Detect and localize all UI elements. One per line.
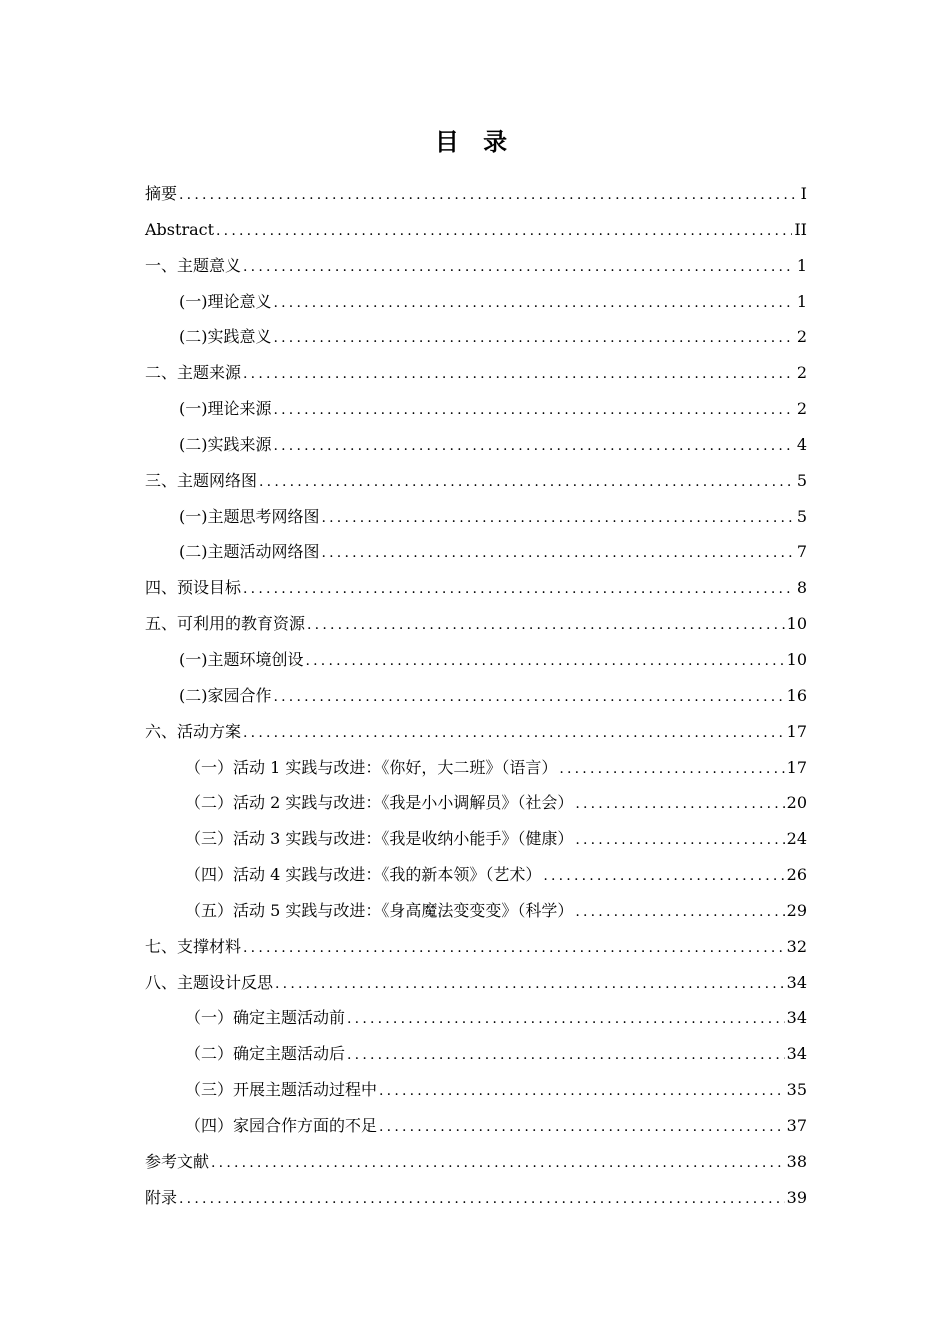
toc-entry-page: 34 (786, 972, 807, 992)
toc-entry-page: 2 (796, 399, 807, 419)
toc-entry-page: 20 (786, 793, 807, 813)
toc-entry-label: (一)主题环境创设 (179, 649, 304, 669)
toc-entry[interactable] (145, 570, 807, 606)
toc-entry-page: 2 (796, 363, 807, 383)
toc-list (145, 176, 807, 1215)
toc-leader-dots (243, 716, 785, 752)
page-title: 目 录 (434, 128, 516, 156)
toc-entry-page: 29 (786, 900, 807, 920)
toc-leader-dots (243, 931, 785, 967)
toc-entry-label: (二)主题活动网络图 (179, 542, 320, 562)
toc-entry-label: 五、可利用的教育资源 (145, 614, 306, 634)
toc-leader-dots (575, 787, 784, 823)
toc-entry-page: 32 (786, 936, 807, 956)
toc-entry-label: 一、主题意义 (145, 255, 242, 275)
toc-leader-dots (307, 608, 785, 644)
toc-entry[interactable] (145, 1036, 807, 1072)
toc-entry-page: 34 (786, 1044, 807, 1064)
toc-entry-label: (一)理论意义 (179, 291, 272, 311)
toc-entry[interactable] (145, 499, 807, 535)
toc-entry[interactable] (145, 1000, 807, 1036)
toc-entry[interactable] (145, 965, 807, 1001)
toc-entry-page: 7 (796, 542, 807, 562)
toc-entry[interactable] (145, 176, 807, 212)
toc-leader-dots (575, 895, 784, 931)
toc-entry-page: 1 (796, 291, 807, 311)
toc-entry[interactable] (145, 391, 807, 427)
toc-leader-dots (179, 178, 799, 214)
toc-entry-label: 附录 (145, 1187, 178, 1207)
toc-entry-label: 四、预设目标 (145, 578, 242, 598)
toc-entry[interactable] (145, 1108, 807, 1144)
toc-entry[interactable] (145, 427, 807, 463)
toc-entry-label: （一）活动 1 实践与改进：《你好，大二班》（语言） (185, 757, 558, 777)
toc-entry-page: 10 (786, 614, 807, 634)
toc-entry[interactable] (145, 750, 807, 786)
toc-leader-dots (543, 859, 784, 895)
toc-entry-label: (二)实践意义 (179, 327, 272, 347)
toc-leader-dots (347, 1002, 785, 1038)
toc-leader-dots (243, 572, 795, 608)
toc-entry-label: 七、支撑材料 (145, 936, 242, 956)
toc-entry-page: 8 (796, 578, 807, 598)
toc-entry[interactable] (145, 821, 807, 857)
toc-entry-page: 10 (786, 649, 807, 669)
toc-entry-page: 4 (796, 434, 807, 454)
toc-entry[interactable] (145, 248, 807, 284)
toc-entry[interactable] (145, 1180, 807, 1216)
toc-leader-dots (179, 1182, 785, 1218)
toc-entry[interactable] (145, 319, 807, 355)
toc-entry-label: （四）活动 4 实践与改进：《我的新本领》（艺术） (185, 865, 542, 885)
toc-entry[interactable] (145, 606, 807, 642)
toc-leader-dots (274, 286, 795, 322)
toc-entry-page: 5 (796, 470, 807, 490)
toc-entry-label: （三）开展主题活动过程中 (185, 1080, 378, 1100)
toc-entry-page: 17 (786, 721, 807, 741)
toc-leader-dots (322, 536, 795, 572)
toc-entry-page: II (794, 219, 807, 239)
toc-leader-dots (322, 501, 795, 537)
toc-leader-dots (575, 823, 784, 859)
toc-entry[interactable] (145, 1144, 807, 1180)
toc-entry[interactable] (145, 857, 807, 893)
toc-entry[interactable] (145, 463, 807, 499)
toc-entry-page: 1 (796, 255, 807, 275)
toc-entry[interactable] (145, 929, 807, 965)
toc-entry-label: （二）确定主题活动后 (185, 1044, 346, 1064)
toc-leader-dots (274, 680, 785, 716)
toc-leader-dots (274, 393, 795, 429)
toc-leader-dots (379, 1110, 785, 1146)
toc-entry-label: 二、主题来源 (145, 363, 242, 383)
toc-entry-label: 参考文献 (145, 1151, 210, 1171)
toc-leader-dots (211, 1146, 785, 1182)
toc-entry-label: (一)主题思考网络图 (179, 506, 320, 526)
toc-leader-dots (216, 214, 792, 250)
toc-entry[interactable] (145, 642, 807, 678)
toc-entry-label: （二）活动 2 实践与改进：《我是小小调解员》（社会） (185, 793, 574, 813)
toc-entry-label: （五）活动 5 实践与改进：《身高魔法变变变》（科学） (185, 900, 574, 920)
toc-entry-page: 26 (786, 865, 807, 885)
toc-entry-label: 六、活动方案 (145, 721, 242, 741)
toc-entry-label: (二)实践来源 (179, 434, 272, 454)
toc-leader-dots (306, 644, 785, 680)
toc-leader-dots (275, 967, 785, 1003)
toc-entry-page: 35 (786, 1080, 807, 1100)
toc-leader-dots (347, 1038, 785, 1074)
toc-entry-label: Abstract (145, 219, 215, 239)
toc-entry-label: (一)理论来源 (179, 399, 272, 419)
toc-leader-dots (243, 357, 795, 393)
toc-entry-label: 摘要 (145, 184, 178, 203)
toc-entry-label: 三、主题网络图 (145, 470, 258, 490)
toc-entry[interactable] (145, 1072, 807, 1108)
toc-entry-page: 39 (786, 1187, 807, 1207)
toc-entry[interactable] (145, 284, 807, 320)
toc-entry-page: I (800, 184, 807, 203)
toc-entry[interactable] (145, 893, 807, 929)
toc-entry-page: 34 (786, 1008, 807, 1028)
toc-entry-label: (二)家园合作 (179, 685, 272, 705)
toc-entry[interactable] (145, 355, 807, 391)
toc-entry-page: 17 (786, 757, 807, 777)
toc-leader-dots (243, 250, 795, 286)
toc-entry[interactable] (145, 534, 807, 570)
toc-entry-page: 5 (796, 506, 807, 526)
toc-entry-page: 38 (786, 1151, 807, 1171)
toc-entry[interactable] (145, 212, 807, 248)
toc-entry-page: 2 (796, 327, 807, 347)
toc-entry-page: 37 (786, 1115, 807, 1135)
toc-entry-label: （一）确定主题活动前 (185, 1008, 346, 1028)
toc-leader-dots (379, 1074, 785, 1110)
toc-entry[interactable] (145, 678, 807, 714)
toc-entry[interactable] (145, 785, 807, 821)
toc-entry-label: （三）活动 3 实践与改进：《我是收纳小能手》（健康） (185, 829, 574, 849)
toc-entry-label: （四）家园合作方面的不足 (185, 1115, 378, 1135)
toc-entry-page: 16 (786, 685, 807, 705)
toc-leader-dots (559, 752, 784, 788)
toc-leader-dots (274, 321, 795, 357)
toc-entry-page: 24 (786, 829, 807, 849)
toc-leader-dots (274, 429, 795, 465)
toc-leader-dots (259, 465, 795, 501)
toc-entry[interactable] (145, 714, 807, 750)
toc-entry-label: 八、主题设计反思 (145, 972, 274, 992)
